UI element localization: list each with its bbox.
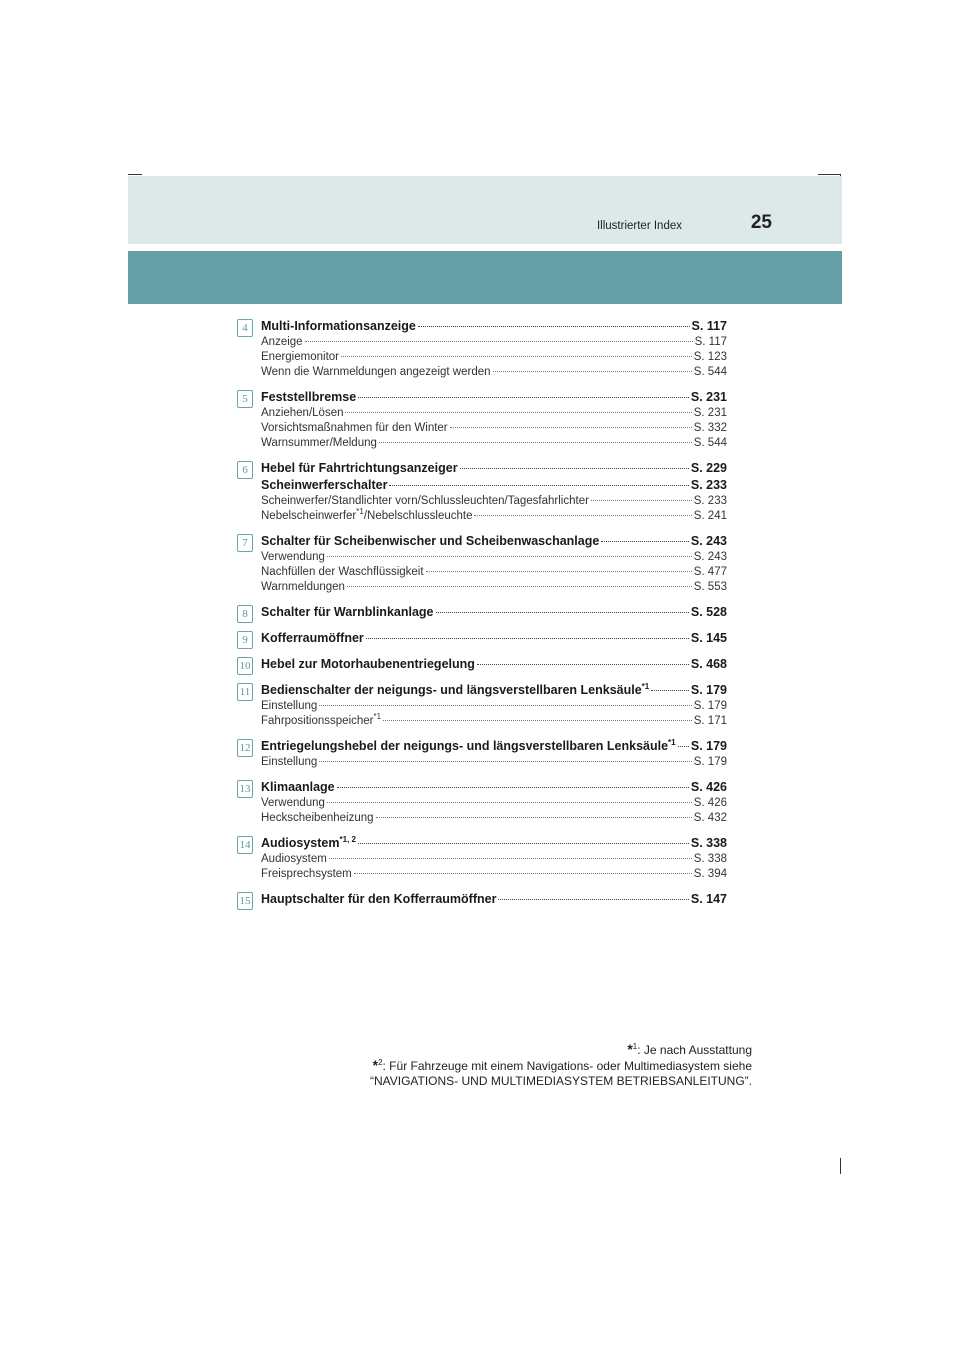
footnote-line: [370, 1042, 752, 1058]
footnotes: [370, 1042, 752, 1089]
page-reference[interactable]: S. 544: [693, 437, 727, 449]
dot-leader: [376, 816, 692, 818]
dot-leader: [366, 637, 689, 639]
page-reference[interactable]: S. 394: [693, 868, 727, 880]
entry-label-text: Vorsichtsmaßnahmen für den Winter: [261, 422, 448, 434]
index-sub-line[interactable]: [261, 852, 727, 867]
entry-label: [261, 604, 434, 621]
entry-label: [261, 565, 424, 580]
entry-label-text: Scheinwerfer/Standlichter vorn/Schlussleuchten/Tagesfahrlichter: [261, 495, 589, 507]
entry-number-badge: 12: [237, 739, 253, 757]
footnote-marker: *1: [641, 681, 650, 691]
entry-label: [261, 779, 335, 796]
footnote-text: “NAVIGATIONS- UND MULTIMEDIASYSTEM BETRIEBSANLEITUNG”.: [369, 1074, 752, 1088]
entry-label-text: Multi-Informationsanzeige: [261, 319, 416, 333]
entry-label-text: Feststellbremse: [261, 390, 357, 404]
page-reference[interactable]: S. 233: [690, 478, 727, 492]
dot-leader: [493, 370, 692, 372]
index-sub-line[interactable]: [261, 580, 727, 595]
page-reference[interactable]: S. 528: [690, 605, 727, 619]
index-sub-line[interactable]: [261, 365, 727, 380]
page-reference[interactable]: S. 332: [693, 422, 727, 434]
index-list: [237, 318, 727, 917]
index-main-line[interactable]: [261, 891, 727, 908]
footnote-text: : Für Fahrzeuge mit einem Navigations- oder Multimediasystem siehe: [382, 1059, 752, 1073]
page-reference[interactable]: S. 544: [693, 366, 727, 378]
index-sub-line[interactable]: [261, 509, 727, 524]
dot-leader: [319, 760, 691, 762]
dot-leader: [379, 441, 692, 443]
dot-leader: [498, 898, 688, 900]
index-sub-line[interactable]: [261, 494, 727, 509]
page-reference[interactable]: S. 179: [693, 700, 727, 712]
dot-leader: [460, 467, 689, 469]
entry-number-badge: 14: [237, 836, 253, 854]
dot-leader: [450, 426, 692, 428]
dot-leader: [358, 396, 689, 398]
page-reference[interactable]: S. 171: [693, 715, 727, 727]
index-entry: [237, 460, 727, 524]
entry-label: [261, 630, 364, 647]
entry-label-text: Bedienschalter der neigungs- und längsverstellbaren Lenksäule: [261, 683, 642, 697]
dot-leader: [347, 585, 692, 587]
entry-number-badge: 8: [237, 605, 253, 623]
entry-label: [261, 509, 472, 524]
dot-leader: [678, 745, 689, 747]
crop-mark: [128, 174, 142, 175]
page-reference[interactable]: S. 179: [690, 739, 727, 753]
index-entry: [237, 835, 727, 882]
entry-label: [261, 580, 345, 595]
entry-label-text: Anzeige: [261, 336, 303, 348]
index-entry: [237, 630, 727, 647]
entry-label-text: Nebelscheinwerfer: [261, 510, 357, 522]
entry-label-text: Warnmeldungen: [261, 581, 345, 593]
entry-label-text: Kofferraumöffner: [261, 631, 364, 645]
dot-leader: [358, 842, 689, 844]
index-sub-line[interactable]: [261, 550, 727, 565]
page-reference[interactable]: S. 477: [693, 566, 727, 578]
entry-label: [261, 835, 356, 852]
index-main-line[interactable]: [261, 779, 727, 796]
entry-number-badge: 6: [237, 461, 253, 479]
page-reference[interactable]: S. 229: [690, 461, 727, 475]
page-reference[interactable]: S. 468: [690, 657, 727, 671]
entry-number-badge: 10: [237, 657, 253, 675]
header-band: [128, 176, 842, 244]
index-main-line[interactable]: [261, 604, 727, 621]
index-main-line[interactable]: [261, 389, 727, 406]
entry-label: [261, 550, 325, 565]
footnote-asterisk: *: [372, 1057, 379, 1073]
footnote-line: [370, 1058, 752, 1074]
page-reference[interactable]: S. 243: [693, 551, 727, 563]
entry-label: [261, 350, 339, 365]
entry-label: [261, 421, 448, 436]
dot-leader: [474, 514, 691, 516]
entry-label: [261, 656, 475, 673]
index-main-line[interactable]: [261, 533, 727, 550]
dot-leader: [426, 570, 692, 572]
entry-label: [261, 460, 458, 477]
index-sub-line[interactable]: [261, 436, 727, 451]
entry-label: [261, 796, 325, 811]
footnote-number: 1: [632, 1042, 638, 1051]
index-sub-line[interactable]: [261, 867, 727, 882]
entry-label-text: Hebel zur Motorhaubenentriegelung: [261, 657, 475, 671]
entry-label: [261, 891, 496, 908]
page-reference[interactable]: S. 145: [690, 631, 727, 645]
dot-leader: [345, 411, 691, 413]
entry-label: [261, 318, 416, 335]
footnote-text: : Je nach Ausstattung: [637, 1043, 752, 1057]
entry-label-text: Schalter für Warnblinkanlage: [261, 605, 434, 619]
entry-label-text: /Nebelschlussleuchte: [363, 510, 473, 522]
page-reference[interactable]: S. 179: [690, 683, 727, 697]
index-entry: [237, 389, 727, 451]
crop-mark: [840, 1158, 841, 1174]
index-main-line[interactable]: [261, 477, 727, 494]
entry-label: [261, 533, 599, 550]
index-sub-line[interactable]: [261, 755, 727, 770]
index-entry: [237, 604, 727, 621]
page-reference[interactable]: S. 179: [693, 756, 727, 768]
index-main-line[interactable]: [261, 682, 727, 699]
dot-leader: [305, 340, 693, 342]
entry-label-text: Audiosystem: [261, 836, 340, 850]
index-entry: [237, 318, 727, 380]
index-sub-line[interactable]: [261, 421, 727, 436]
dot-leader: [319, 704, 691, 706]
index-sub-line[interactable]: [261, 714, 727, 729]
entry-label: [261, 852, 327, 867]
page-reference[interactable]: S. 147: [690, 892, 727, 906]
entry-label-text: Warnsummer/Meldung: [261, 437, 377, 449]
footnote-number: 2: [378, 1058, 383, 1067]
entry-number-badge: 11: [237, 683, 253, 701]
entry-number-badge: 9: [237, 631, 253, 649]
entry-label-text: Audiosystem: [261, 853, 327, 865]
page-reference[interactable]: S. 233: [693, 495, 727, 507]
index-main-line[interactable]: [261, 630, 727, 647]
index-entry: [237, 533, 727, 595]
page-reference[interactable]: S. 243: [690, 534, 727, 548]
entry-label: [261, 811, 374, 826]
index-entry: [237, 738, 727, 770]
page-number: 25: [750, 212, 772, 233]
page-reference[interactable]: S. 123: [693, 351, 727, 363]
page-reference[interactable]: S. 231: [690, 390, 727, 404]
page-reference[interactable]: S. 241: [693, 510, 727, 522]
index-sub-line[interactable]: [261, 335, 727, 350]
page-reference[interactable]: S. 117: [691, 319, 727, 333]
dot-leader: [389, 484, 688, 486]
entry-label: [261, 389, 356, 406]
dot-leader: [341, 355, 692, 357]
page-reference[interactable]: S. 426: [693, 797, 727, 809]
index-entry: [237, 656, 727, 673]
footnote-line: [370, 1074, 752, 1089]
section-title: Illustrierter Index: [596, 220, 682, 232]
index-sub-line[interactable]: [261, 699, 727, 714]
index-main-line[interactable]: [261, 738, 727, 755]
entry-label-text: Entriegelungshebel der neigungs- und längsverstellbaren Lenksäule: [261, 739, 669, 753]
section-band: [128, 251, 842, 304]
entry-label: [261, 477, 387, 494]
page-reference[interactable]: S. 432: [693, 812, 727, 824]
index-main-line[interactable]: [261, 318, 727, 335]
dot-leader: [329, 857, 692, 859]
entry-label-text: Anziehen/Lösen: [261, 407, 344, 419]
page-reference[interactable]: S. 117: [694, 336, 727, 348]
dot-leader: [436, 611, 689, 613]
entry-label-text: Wenn die Warnmeldungen angezeigt werden: [261, 366, 491, 378]
dot-leader: [327, 555, 692, 557]
entry-label: [261, 335, 303, 350]
entry-label: [261, 436, 377, 451]
index-entry: [237, 891, 727, 908]
entry-label-text: Heckscheibenheizung: [261, 812, 374, 824]
footnote-marker: *1, 2: [339, 834, 356, 844]
index-main-line[interactable]: [261, 656, 727, 673]
crop-mark: [818, 174, 840, 175]
index-sub-line[interactable]: [261, 406, 727, 421]
entry-label-text: Energiemonitor: [261, 351, 339, 363]
entry-number-badge: 13: [237, 780, 253, 798]
dot-leader: [477, 663, 689, 665]
index-sub-line[interactable]: [261, 350, 727, 365]
dot-leader: [601, 540, 689, 542]
dot-leader: [651, 689, 689, 691]
index-main-line[interactable]: [261, 460, 727, 477]
entry-label: [261, 682, 649, 699]
entry-label-text: Hauptschalter für den Kofferraumöffner: [261, 892, 497, 906]
entry-label: [261, 494, 589, 509]
entry-label-text: Verwendung: [261, 797, 325, 809]
index-sub-line[interactable]: [261, 565, 727, 580]
footnote-marker: *1: [668, 737, 676, 747]
entry-number-badge: 4: [237, 319, 253, 337]
page-reference[interactable]: S. 338: [690, 836, 727, 850]
entry-label: [261, 365, 491, 380]
entry-label-text: Hebel für Fahrtrichtungsanzeiger: [261, 461, 458, 475]
entry-label-text: Einstellung: [261, 700, 318, 712]
footnote-marker: *1: [373, 712, 382, 722]
entry-label-text: Klimaanlage: [261, 780, 335, 794]
dot-leader: [327, 801, 692, 803]
dot-leader: [591, 499, 692, 501]
index-main-line[interactable]: [261, 835, 727, 852]
index-sub-line[interactable]: [261, 796, 727, 811]
entry-label-text: Nachfüllen der Waschflüssigkeit: [261, 566, 424, 578]
page-reference[interactable]: S. 426: [690, 780, 727, 794]
page-reference[interactable]: S. 338: [693, 853, 727, 865]
dot-leader: [354, 872, 692, 874]
entry-label-text: Einstellung: [261, 756, 318, 768]
entry-number-badge: 7: [237, 534, 253, 552]
entry-label-text: Freisprechsystem: [261, 868, 352, 880]
page-reference[interactable]: S. 553: [693, 581, 727, 593]
dot-leader: [383, 719, 692, 721]
entry-label-text: Scheinwerferschalter: [261, 478, 388, 492]
footnote-marker: *1: [356, 507, 364, 517]
entry-label-text: Fahrpositionsspeicher: [261, 715, 374, 727]
entry-label-text: Schalter für Scheibenwischer und Scheibenwaschanlage: [261, 534, 600, 548]
entry-number-badge: 5: [237, 390, 253, 408]
index-sub-line[interactable]: [261, 811, 727, 826]
footnote-asterisk: *: [627, 1041, 633, 1057]
dot-leader: [418, 325, 690, 327]
entry-label: [261, 714, 381, 729]
index-entry: [237, 779, 727, 826]
entry-label: [261, 406, 343, 421]
entry-number-badge: 15: [237, 892, 253, 910]
entry-label: [261, 699, 317, 714]
page-reference[interactable]: S. 231: [693, 407, 727, 419]
entry-label: [261, 755, 317, 770]
entry-label-text: Verwendung: [261, 551, 325, 563]
dot-leader: [337, 786, 689, 788]
index-entry: [237, 682, 727, 729]
entry-label: [261, 867, 352, 882]
entry-label: [261, 738, 676, 755]
